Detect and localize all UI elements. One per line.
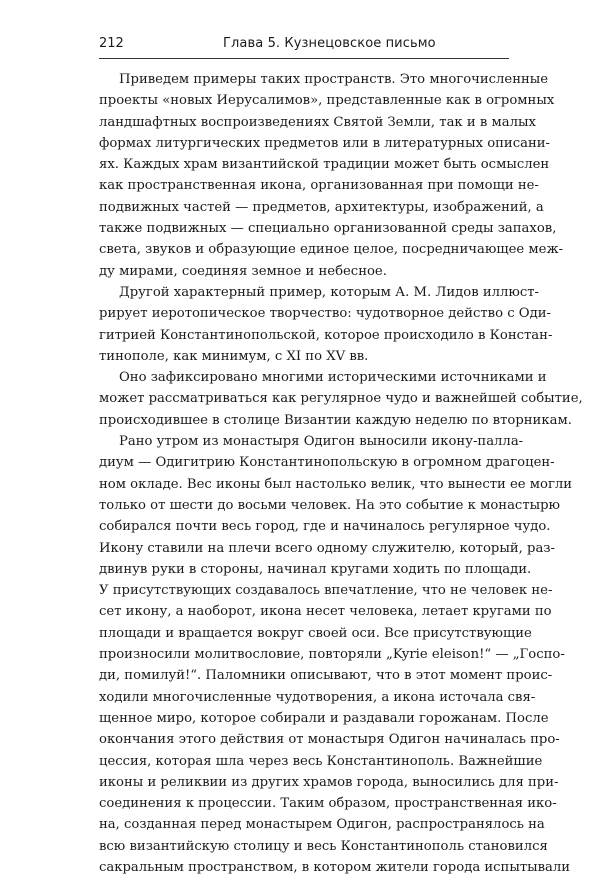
paragraph [99,367,583,431]
text-line: может рассматриваться как регулярное чудо и важнейшей событие, [99,391,583,407]
text-line: двинув руки в стороны, начинал кругами ходить по площади. [99,561,532,577]
text-line: иконы и реликвии из других храмов города, выносились для при- [99,774,559,790]
text-line: рирует иеротопическое творчество: чудотворное действо с Оди- [99,306,551,322]
text-line: площади и вращается вокруг своей оси. Все присутствующие [99,625,532,641]
text-line: ландшафтных воспроизведениях Святой Земли, так и в малых [99,114,536,130]
paragraph [99,431,573,878]
text-line: ях. Каждых храм византийской традиции может быть осмыслен [99,157,550,173]
text-line: сакральным пространством, в котором жители города испытывали [99,859,571,875]
text-line: гитрией Константинопольской, которое происходило в Констан- [99,327,553,343]
text-line: ду мирами, соединяя земное и небесное. [99,263,387,279]
text-line: проекты «новых Иерусалимов», представленные как в огромных [99,93,555,109]
text-line: Другой характерный пример, которым А. М. Лидов иллюст- [119,284,540,300]
text-line: диум — Одигитрию Константинопольскую в огромном драгоцен- [99,455,555,471]
header-rule [99,58,509,59]
text-line: произносили молитвословие, повторяли „Kyrie eleison!“ — „Госпо- [99,647,565,663]
paragraph [99,282,553,367]
text-line: только от шести до восьми человек. На это событие к монастырю [99,497,561,513]
body-text [99,69,583,878]
text-line: на, созданная перед монастырем Одигон, распространялось на [99,817,545,833]
text-line: соединения к процессии. Таким образом, пространственная ико- [99,796,557,812]
page-number: 212 [99,36,124,51]
text-line: всю византийскую столицу и весь Константинополь становился [99,838,548,854]
text-line: Оно зафиксировано многими историческими источниками и [119,370,547,386]
text-line: цессия, которая шла через весь Константинополь. Важнейшие [99,753,543,769]
text-line: ном окладе. Вес иконы был настолько велик, что вынести ее могли [99,476,573,492]
text-line: Рано утром из монастыря Одигон выносили икону-палла- [119,434,524,450]
text-line: окончания этого действия от монастыря Одигон начиналась про- [99,732,560,748]
text-line: тинополе, как минимум, с XI по XV вв. [99,348,369,364]
text-line: как пространственная икона, организованная при помощи не- [99,178,539,194]
text-line: также подвижных — специально организованной среды запахов, [99,221,557,237]
text-line: подвижных частей — предметов, архитектуры, изображений, а [99,199,544,215]
chapter-title: Глава 5. Кузнецовское письмо [223,36,436,51]
paragraph [99,69,564,282]
text-line: ходили многочисленные чудотворения, а икона источала свя- [99,689,536,705]
text-line: сет икону, а наоборот, икона несет человека, летает кругами по [99,604,552,620]
text-line: собирался почти весь город, где и начиналось регулярное чудо. [99,519,551,535]
text-line: происходившее в столице Византии каждую неделю по вторникам. [99,412,572,428]
text-line: света, звуков и образующие единое целое, посредничающее меж- [99,242,564,258]
text-line: Икону ставили на плечи всего одному служителю, который, раз- [99,540,555,556]
text-line: формах литургических предметов или в литературных описани- [99,135,551,151]
running-head [99,36,509,56]
text-line: Приведем примеры таких пространств. Это многочисленные [119,72,549,87]
text-line: щенное миро, которое собирали и раздавали горожанам. После [99,710,549,726]
text-line: ди, помилуй!“. Паломники описывают, что в этот момент проис- [99,668,553,684]
text-line: У присутствующих создавалось впечатление, что не человек не- [99,583,553,599]
